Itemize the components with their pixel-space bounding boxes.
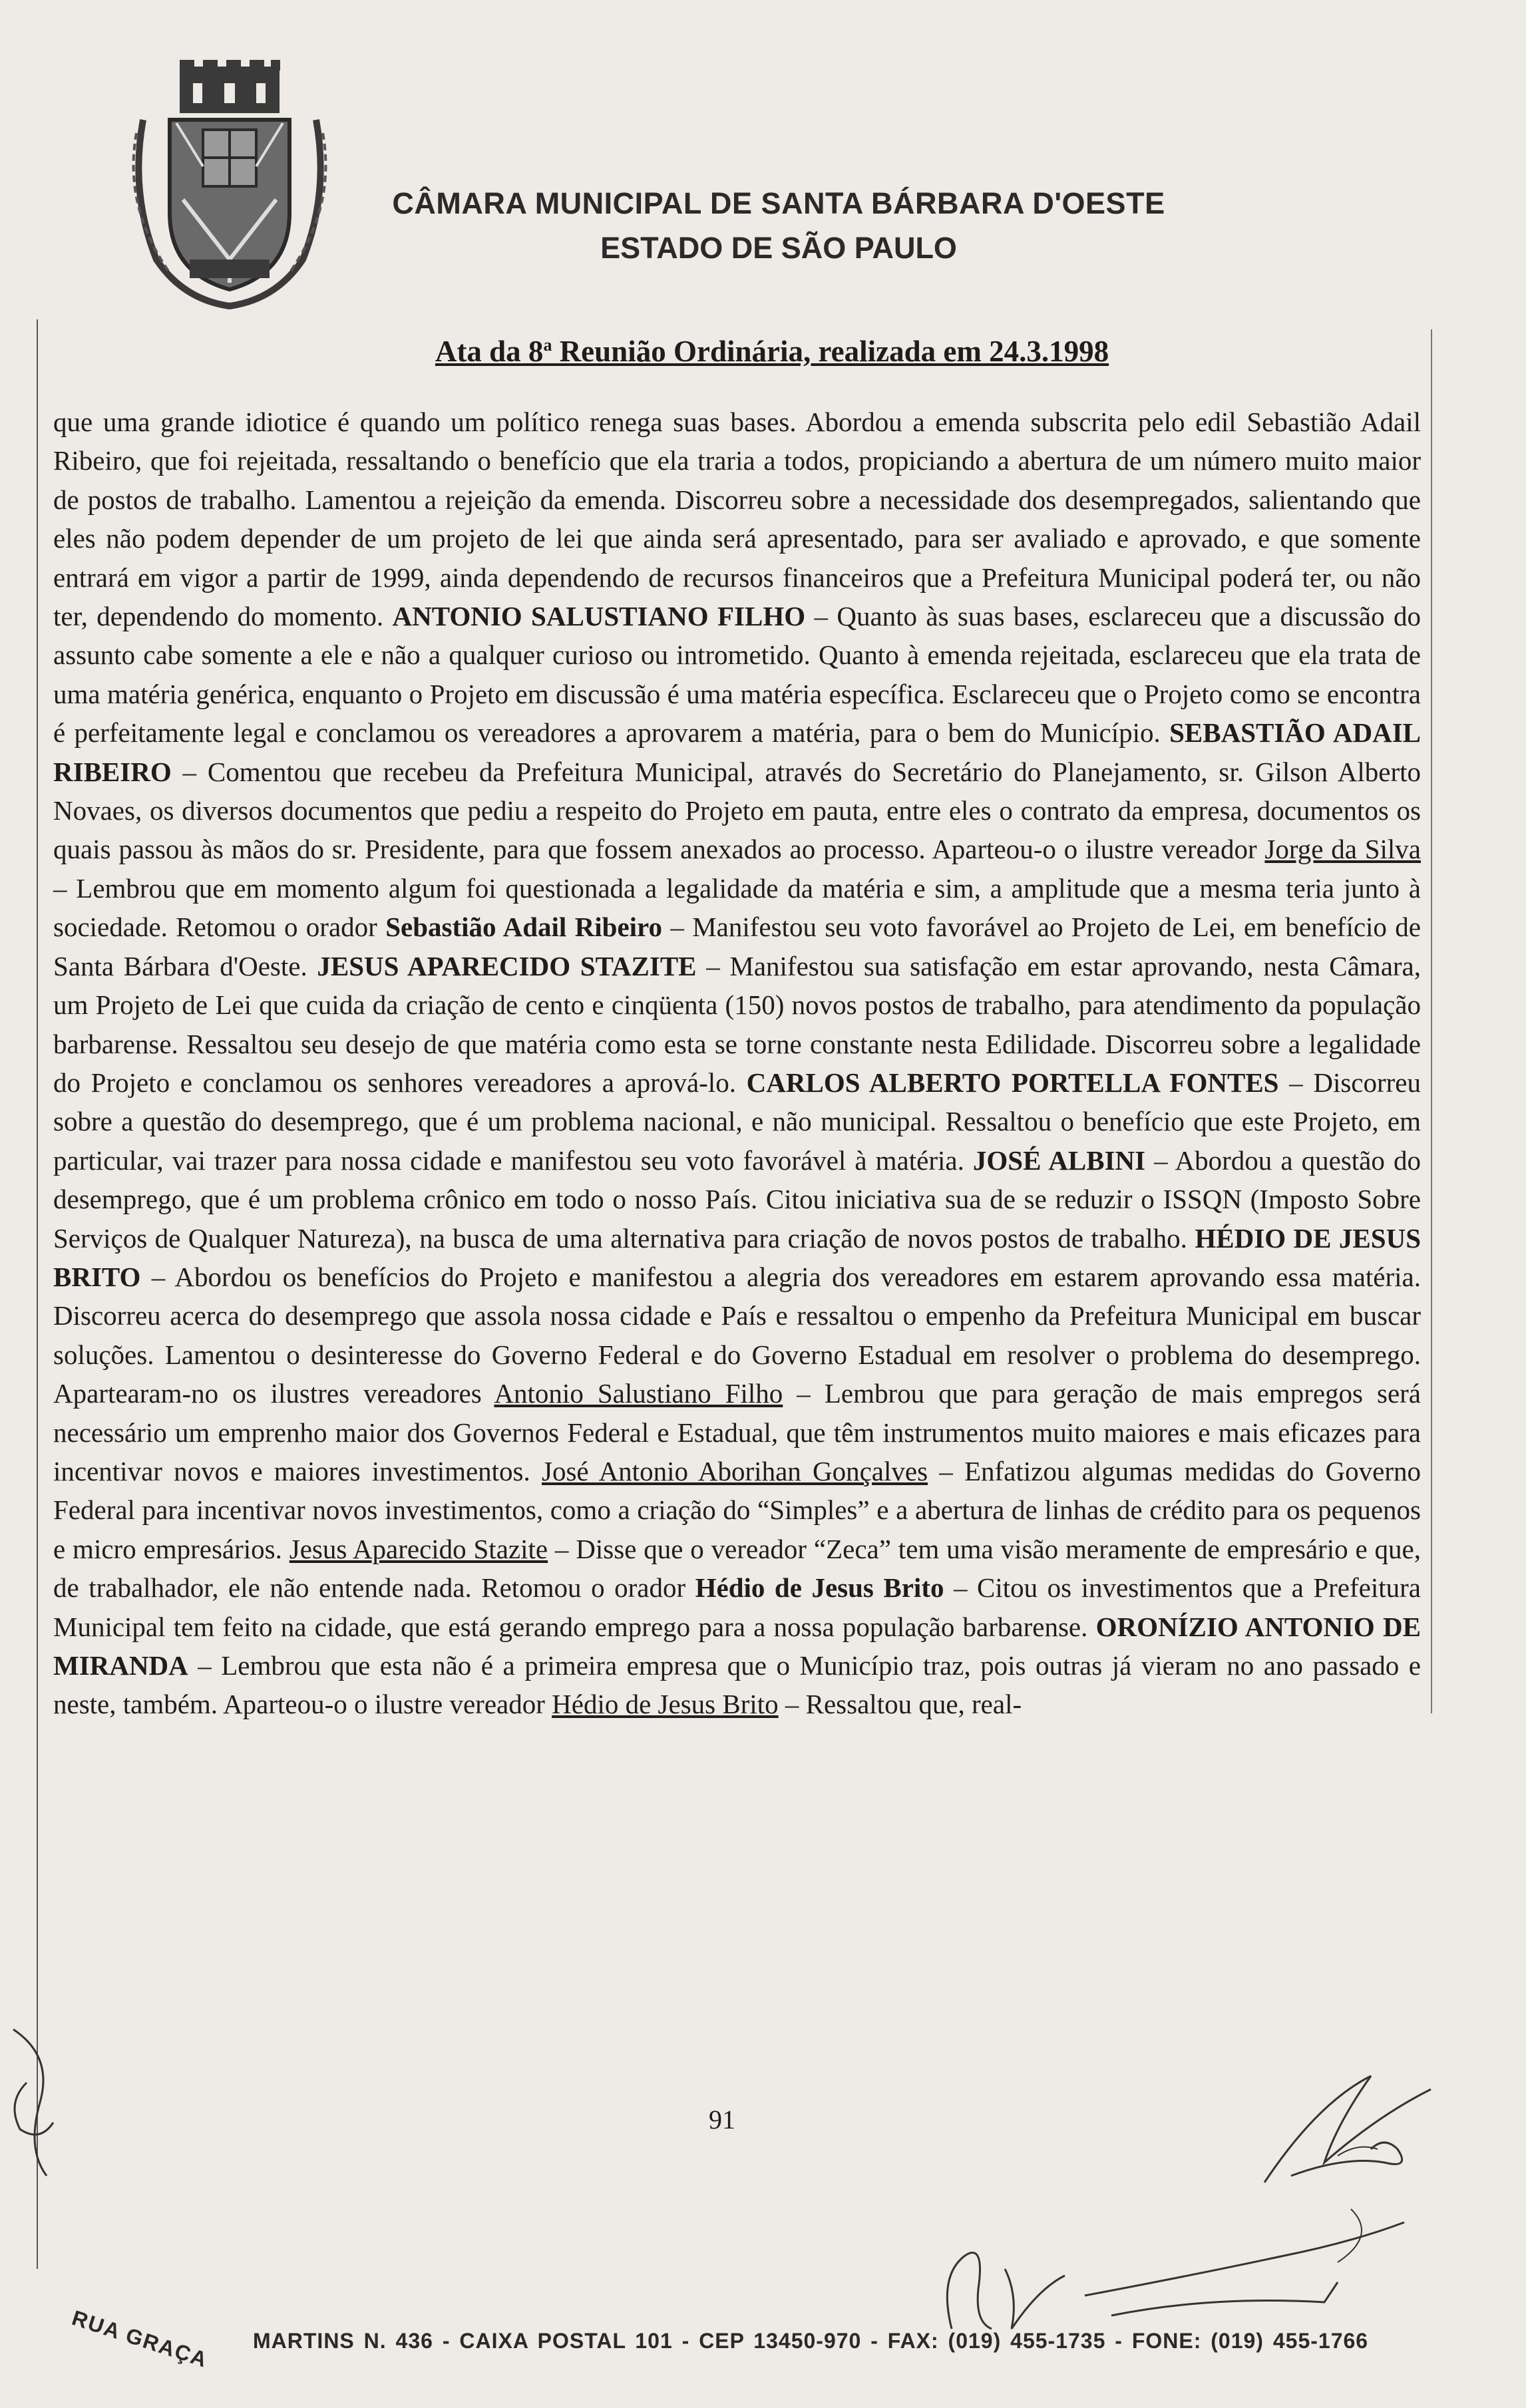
footer-contact: MARTINS N. 436 - CAIXA POSTAL 101 - CEP 13450-970 - FAX: (019) 455-1735 - FONE: (019) 455-1766 [253, 2329, 1369, 2353]
speaker-name: SEBASTIÃO ADAIL RIBEIRO [53, 717, 1422, 787]
speaker-name: Sebastião Adail Ribeiro [385, 912, 662, 943]
speaker-name: HÉDIO DE JESUS BRITO [53, 1222, 1421, 1292]
signature-mark-left-icon [0, 2016, 80, 2189]
body-text: que uma grande idiotice é quando um político renega suas bases. Abordou a emenda subscrita pelo edil Sebastião Adail Ribeiro, que foi rejeitada, ressaltando o benefício que ela traria a todos, propiciando a abertura de um número muito maior de postos de trabalho. Lamentou a rejeição da emenda. Discorreu sobre a necessidade dos desempregados, salientando que eles não podem depender de um projeto de lei que ainda será apresentado, para ser avaliado e aprovado, e que somente entrará em vigor a partir de 1999, ainda dependendo de recursos financeiros que a Prefeitura Municipal poderá ter, ou não ter, dependendo do momento. [53, 407, 1421, 632]
body-text: – Abordou a questão do desemprego, que é um problema crônico em todo o nosso País. Citou iniciativa sua de se reduzir o ISSQN (Imposto Sobre Serviços de Qualquer Natureza), na busca de uma alternativa para criação de novos postos de trabalho. [53, 1144, 1421, 1254]
aparte-name: José Antonio Aborihan Gonçalves [542, 1455, 928, 1486]
footer-address [40, 2289, 1437, 2375]
speaker-name: ANTONIO SALUSTIANO FILHO [392, 601, 806, 632]
header-line-2: ESTADO DE SÃO PAULO [600, 231, 957, 265]
page-number: 91 [709, 2105, 735, 2135]
footer-street: RUA GRAÇA [69, 2306, 211, 2372]
left-border-line [37, 319, 38, 2269]
body-text: – Lembrou que em momento algum foi questionada a legalidade da matéria e sim, a amplitude que a mesma teria junto à sociedade. Retomou o orador [53, 872, 1421, 943]
body-text: – Discorreu sobre a questão do desemprego, que é um problema nacional, e não municipal. Ressaltou o benefício que este Projeto, em particular, vai trazer para nossa cidade e manifestou seu voto favorável à matéria. [53, 1067, 1421, 1176]
body-text: – Lembrou que esta não é a primeira empresa que o Município traz, pois outras já vieram no ano passado e neste, também. Aparteou-o o ilustre vereador [53, 1650, 1421, 1720]
body-text: – Manifestou sua satisfação em estar aprovando, nesta Câmara, um Projeto de Lei que cuida da criação de cento e cinqüenta (150) novos postos de trabalho, para atendimento da população barbarense. Ressaltou seu desejo de que matéria como esta se torne constante nesta Edilidade. Discorreu sobre a legalidade do Projeto e conclamou os senhores vereadores a aprová-lo. [53, 950, 1421, 1098]
body-text: – Abordou os benefícios do Projeto e manifestou a alegria dos vereadores em estarem aprovando essa matéria. Discorreu acerca do desemprego que assola nossa cidade e País e ressaltou o empenho da Prefeitura Municipal em buscar soluções. Lamentou o desinteresse do Governo Federal e do Governo Estadual em resolver o problema do desemprego. Apartearam-no os ilustres vereadores [53, 1261, 1421, 1409]
aparte-name: Jorge da Silva [1264, 834, 1421, 865]
document-title: Ata da 8$^a$ Reunião Ordinária, realizada em 24.3.1998 [435, 335, 1109, 368]
aparte-name: Hédio de Jesus Brito [552, 1689, 779, 1720]
aparte-name: Jesus Aparecido Stazite [289, 1533, 548, 1564]
body-text: – Ressaltou que, real- [778, 1689, 1022, 1720]
body-text: – Comentou que recebeu da Prefeitura Municipal, através do Secretário do Planejamento, sr. Gilson Alberto Novaes, os diversos documentos que pediu a respeito do Projeto em pauta, entre eles o contrato da empresa, documentos os quais passou às mãos do sr. Presidente, para que fossem anexados ao processo. Aparteou-o o ilustre vereador [53, 756, 1421, 865]
body-text: – Enfatizou algumas medidas do Governo Federal para incentivar novos investimentos, como a criação do “Simples” e a abertura de linhas de crédito para os pequenos e micro empresários. [53, 1455, 1421, 1564]
body-text: – Manifestou seu voto favorável ao Projeto de Lei, em benefício de Santa Bárbara d'Oeste. [53, 912, 1421, 981]
aparte-name: Antonio Salustiano Filho [494, 1378, 783, 1409]
body-text: – Citou os investimentos que a Prefeitura Municipal tem feito na cidade, que está gerando emprego para a nossa população barbarense. [53, 1572, 1421, 1642]
body-text: – Disse que o vereador “Zeca” tem uma visão meramente de empresário e que, de trabalhador, ele não entende nada. Retomou o orador [53, 1533, 1421, 1604]
speaker-name: CARLOS ALBERTO PORTELLA FONTES [746, 1067, 1279, 1098]
body-text: – Lembrou que para geração de mais empregos será necessário um emprenho maior dos Governos Federal e Estadual, que têm instrumentos muito maiores e mais eficazes para incentivar novos e maiores investimentos. [53, 1378, 1421, 1486]
speaker-name: JESUS APARECIDO STAZITE [317, 950, 697, 981]
speaker-name: ORONÍZIO ANTONIO DE MIRANDA [53, 1611, 1421, 1681]
right-border-line [1431, 329, 1432, 1713]
speaker-name: Hédio de Jesus Brito [695, 1572, 944, 1604]
body-text: – Quanto às suas bases, esclareceu que a discussão do assunto cabe somente a ele e não a qualquer curioso ou intrometido. Quanto à emenda rejeitada, esclareceu que ela trata de uma matéria genérica, enquanto o Projeto em discussão é uma matéria específica. Esclareceu que o Projeto como se encontra é perfeitamente legal e conclamou os vereadores a aprovarem a matéria, para o bem do Município. [53, 601, 1421, 749]
municipal-coat-of-arms-icon [116, 60, 343, 313]
body-paragraph [53, 403, 1421, 1724]
minutes-body [53, 403, 1421, 1724]
speaker-name: JOSÉ ALBINI [972, 1144, 1146, 1176]
header-line-1: CÂMARA MUNICIPAL DE SANTA BÁRBARA D'OESTE [392, 186, 1165, 220]
signature-mark-right-icon [1238, 2063, 1457, 2196]
